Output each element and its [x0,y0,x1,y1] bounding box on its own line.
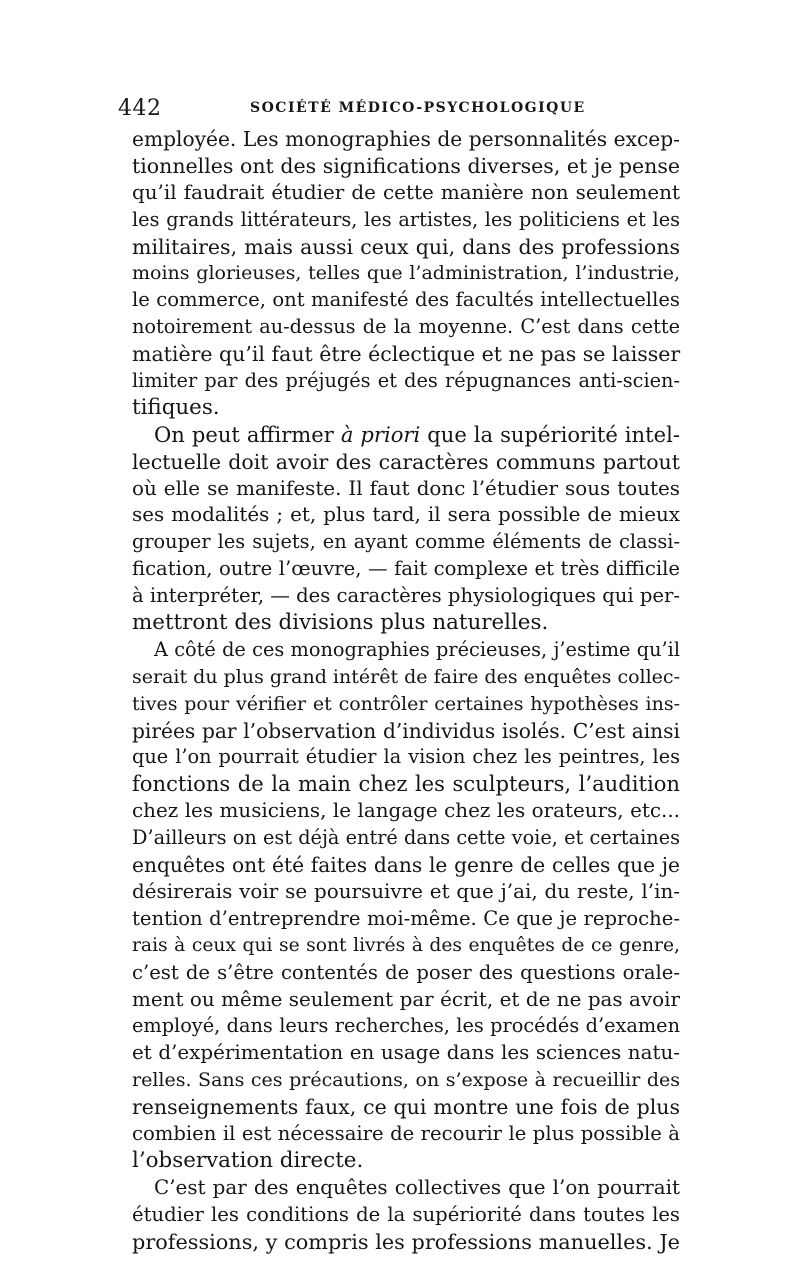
text-line: tives pour vérifier et contrôler certaines hypothèses ins- [132,692,680,715]
text-line: professions, y compris les professions manuelles. Je [132,1229,680,1254]
text-line: l’observation directe. [132,1147,364,1173]
text-line: tionnelles ont des significations diverses, et je pense [132,153,680,178]
text-segment: On peut affirmer [154,421,341,447]
text-line: matière qu’il faut être éclectique et ne pas se laisser [132,342,681,367]
text-line: renseignements faux, ce qui montre une fois de plus [132,1095,680,1120]
text-line: ses modalités ; et, plus tard, il sera possible de mieux [132,503,680,527]
body-text [132,126,680,1255]
text-line [132,422,680,449]
text-line: où elle se manifeste. Il faut donc l’étudier sous toutes [132,476,680,500]
text-line: enquêtes ont été faites dans le genre de celles que je [132,853,680,878]
page-header [118,96,680,126]
text-line: les grands littérateurs, les artistes, les politiciens et les [132,207,680,231]
text-line: tention d’entreprendre moi-même. Ce que je reproche- [132,906,680,930]
text-line: notoirement au-dessus de la moyenne. C’est dans cette [132,315,680,339]
text-line: et d’expérimentation en usage dans les sciences natu- [132,1041,680,1065]
text-line: D’ailleurs on est déjà entré dans cette voie, et certaines [132,826,680,850]
text-line: mettront des divisions plus naturelles. [132,610,549,636]
text-line: c’est de s’être contentés de poser des questions orale- [132,960,680,984]
text-line: employée. Les monographies de personnalités excep- [132,127,680,151]
text-line: militaires, mais aussi ceux qui, dans des professions [132,234,680,259]
text-line: désirerais voir se poursuivre et que j’ai, du reste, l’in- [132,879,680,903]
text-line: A côté de ces monographies précieuses, j’estime qu’il [154,637,680,661]
text-line: rais à ceux qui se sont livrés à des enquêtes de ce genre, [132,934,680,956]
text-line: combien il est nécessaire de recourir le plus possible à [132,1121,680,1145]
text-line: pirées par l’observation d’individus isolés. C’est ainsi [132,718,680,743]
text-line: qu’il faudrait étudier de cette manière non seulement [132,180,680,204]
text-line: grouper les sujets, en ayant comme éléments de classi- [132,530,680,554]
text-line: relles. Sans ces précautions, on s’expose à recueillir des [132,1069,680,1092]
text-line: le commerce, ont manifesté des facultés intellectuelles [132,288,680,312]
text-line: fication, outre l’œuvre, — fait complexe et très difficile [132,557,680,581]
text-line: moins glorieuses, telles que l’administration, l’industrie, [132,262,680,285]
text-line: tifiques. [132,394,220,420]
italic-term: à priori [340,421,421,447]
text-line: que l’on pourrait étudier la vision chez les peintres, les [132,745,680,769]
text-line: fonctions de la main chez les sculpteurs, l’audition [132,771,680,797]
text-line: serait du plus grand intérêt de faire des enquêtes collec- [132,665,680,688]
text-line: étudier les conditions de la supériorité dans toutes les [132,1202,680,1226]
page-number: 442 [118,96,162,121]
text-line: limiter par des préjugés et des répugnances anti-scien- [132,369,680,393]
text-line: ment ou même seulement par écrit, et de ne pas avoir [132,987,680,1011]
text-line: C’est par des enquêtes collectives que l’on pourrait [154,1175,680,1199]
text-line: lectuelle doit avoir des caractères communs partout [132,449,680,474]
text-segment: que la supériorité intel- [420,421,680,447]
text-line: employé, dans leurs recherches, les procédés d’examen [132,1014,680,1038]
text-line: à interpréter, — des caractères physiologiques qui per- [132,584,680,608]
text-line: chez les musiciens, le langage chez les orateurs, etc... [132,799,680,823]
running-title: SOCIÉTÉ MÉDICO-PSYCHOLOGIQUE [250,100,586,116]
